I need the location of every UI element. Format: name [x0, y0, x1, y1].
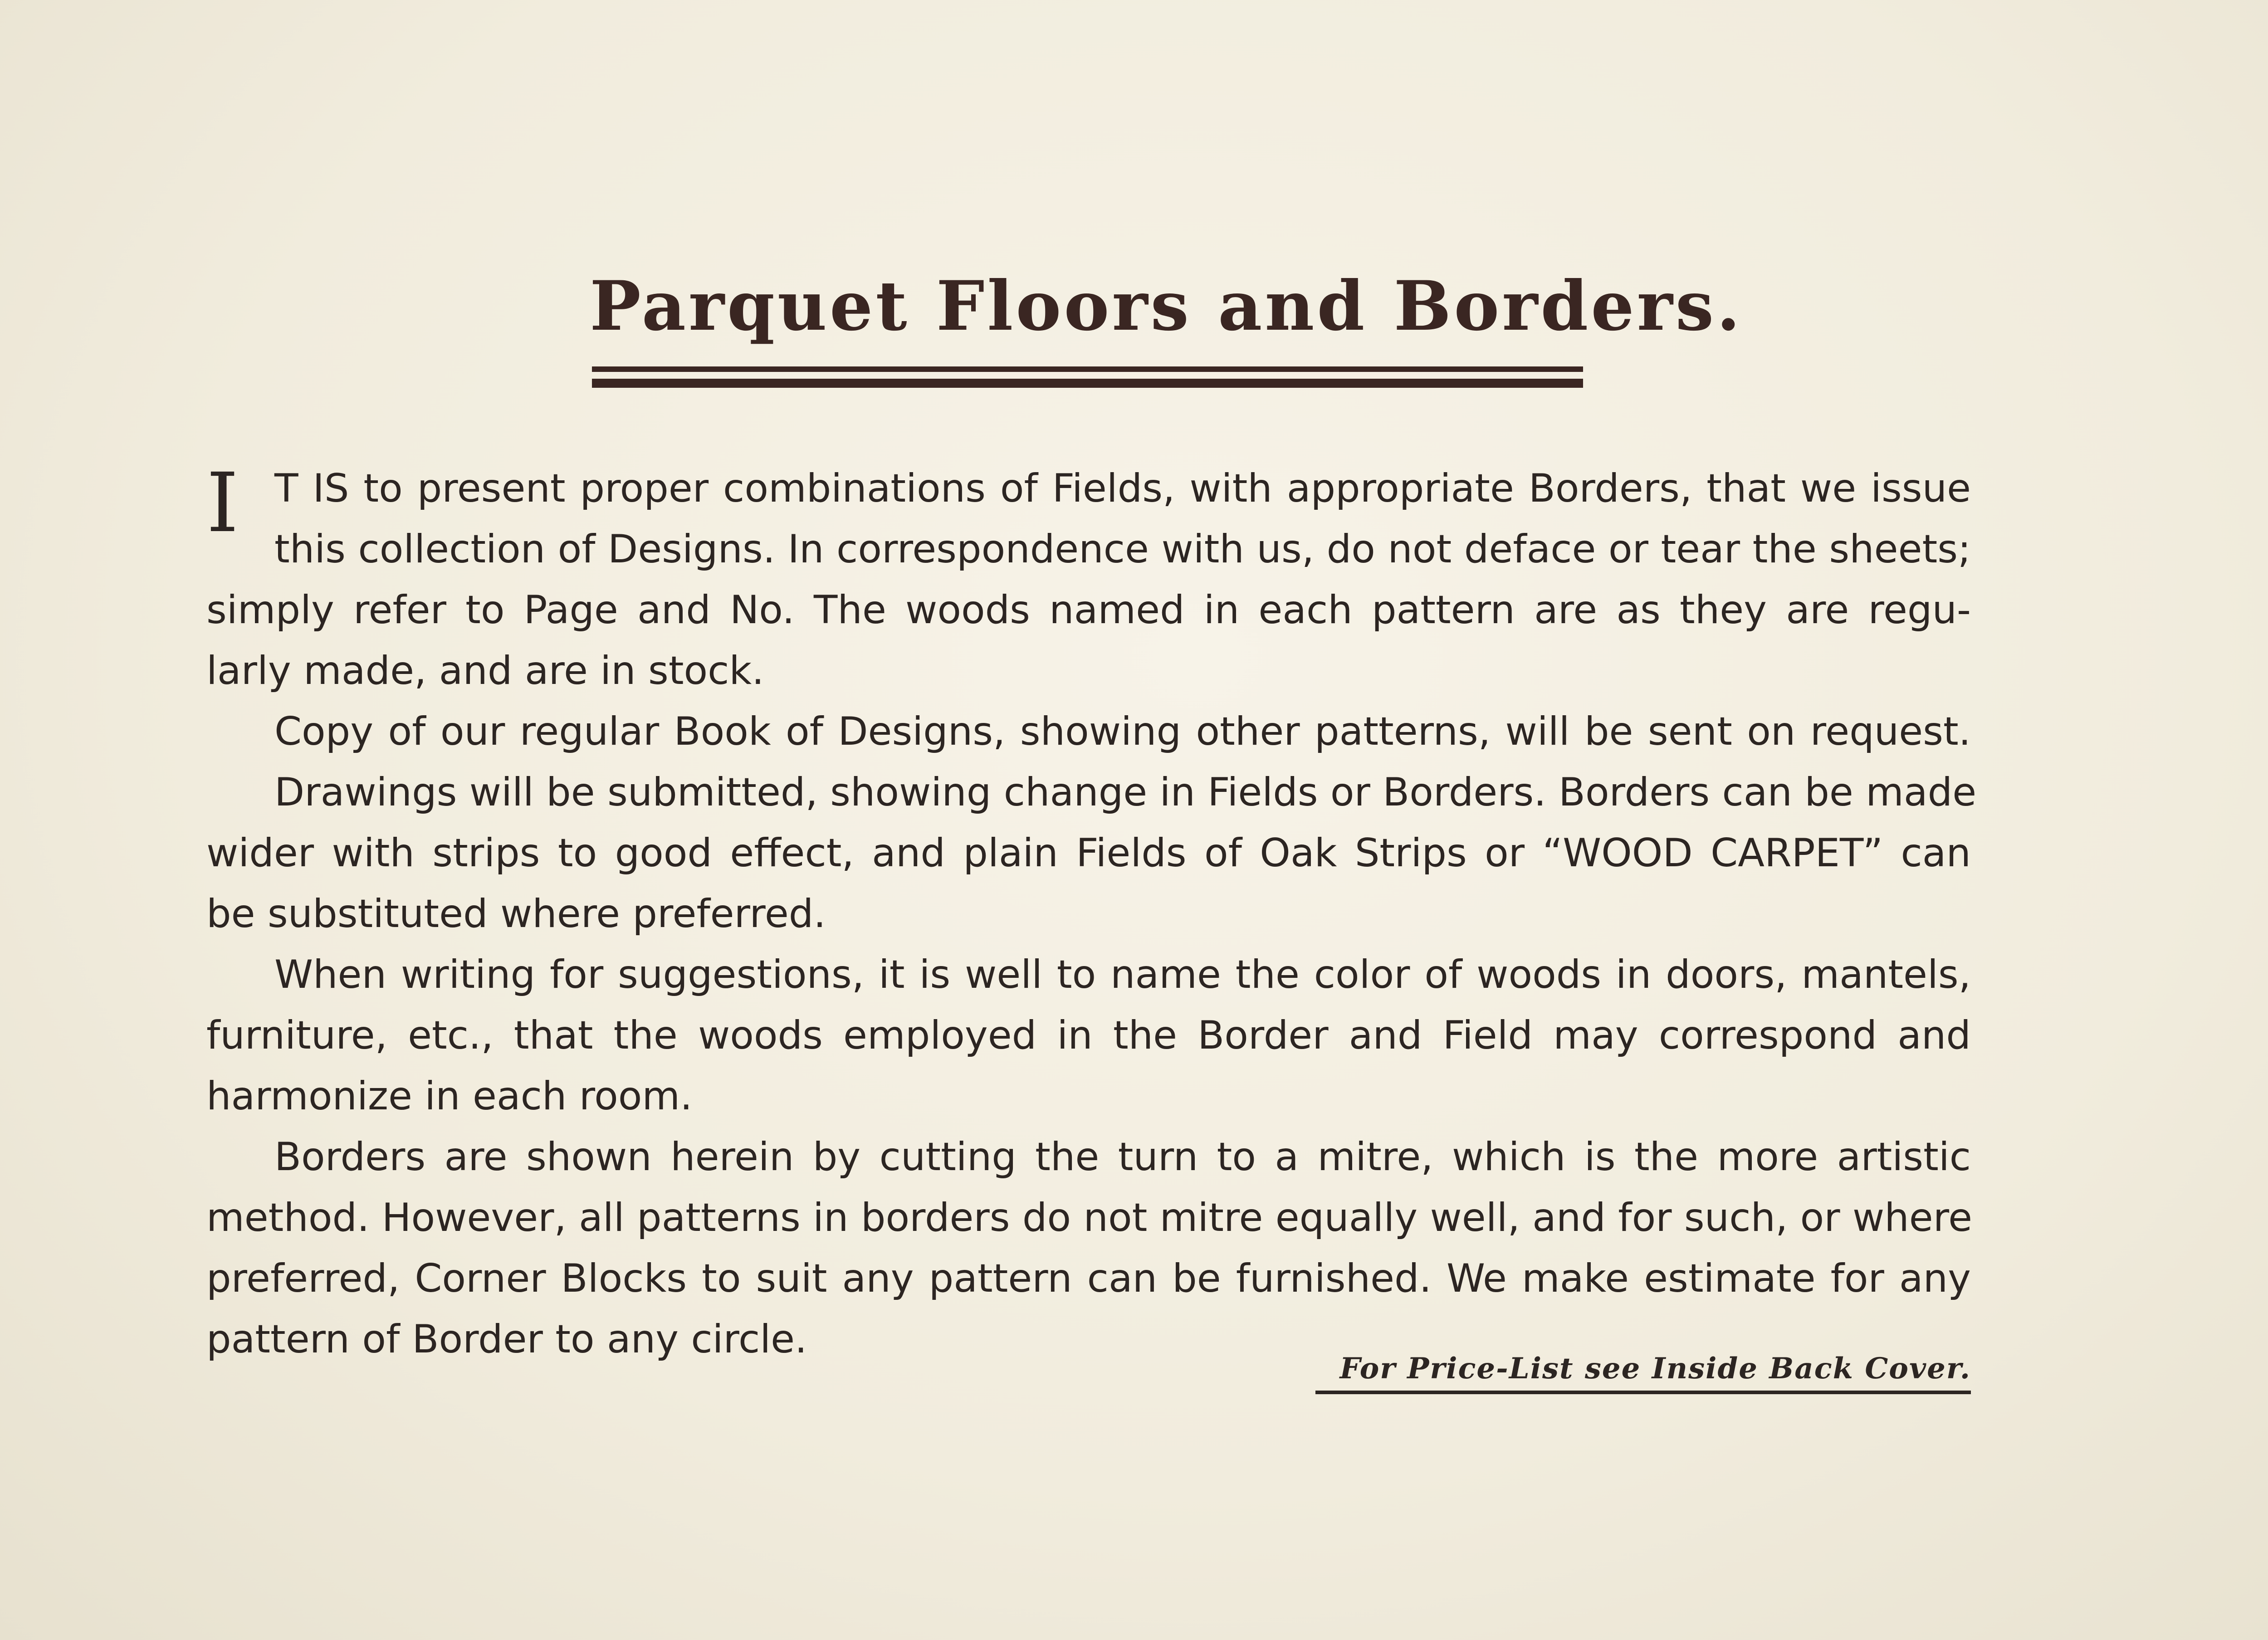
paragraph-4-line-3: harmonize in each room. [206, 1074, 693, 1119]
paragraph-3-line-2: wider with strips to good effect, and plain Fields of Oak Strips or “WOOD CARPET” can [206, 830, 1971, 876]
title-underline-thick [592, 379, 1583, 388]
paragraph-1-line-4: larly made, and are in stock. [206, 648, 764, 693]
paragraph-5-line-3: preferred, Corner Blocks to suit any pattern can be furnished. We make estimate for any [206, 1256, 1971, 1301]
paragraph-4-line-1: When writing for suggestions, it is well to name the color of woods in doors, mantels, [274, 952, 1971, 997]
paragraph-3-line-1: Drawings will be submitted, showing change in Fields or Borders. Borders can be made [274, 770, 1977, 815]
drop-cap: I [206, 456, 239, 551]
paragraph-1-line-3: simply refer to Page and No. The woods named in each pattern are as they are regu- [206, 587, 1971, 633]
paragraph-4-line-2: furniture, etc., that the woods employed in the Border and Field may correspond and [206, 1013, 1971, 1058]
page-title: Parquet Floors and Borders. [590, 266, 1743, 346]
paragraph-5-line-1: Borders are shown herein by cutting the turn to a mitre, which is the more artistic [274, 1134, 1971, 1180]
paragraph-2-line-1: Copy of our regular Book of Designs, showing other patterns, will be sent on request. [274, 709, 1971, 754]
paragraph-1-line-2: this collection of Designs. In correspondence with us, do not deface or tear the sheets; [274, 527, 1971, 572]
paragraph-1-line-1: T IS to present proper combinations of Fields, with appropriate Borders, that we issue [274, 466, 1971, 511]
paragraph-5-line-2: method. However, all patterns in borders do not mitre equally well, and for such, or where [206, 1195, 1973, 1240]
price-list-note: For Price-List see Inside Back Cover. [1339, 1352, 1971, 1386]
title-underline-thin [592, 366, 1583, 372]
paragraph-5-line-4: pattern of Border to any circle. [206, 1317, 807, 1362]
price-list-underline [1315, 1391, 1971, 1394]
paragraph-3-line-3: be substituted where preferred. [206, 891, 826, 937]
title-block [590, 266, 1743, 346]
